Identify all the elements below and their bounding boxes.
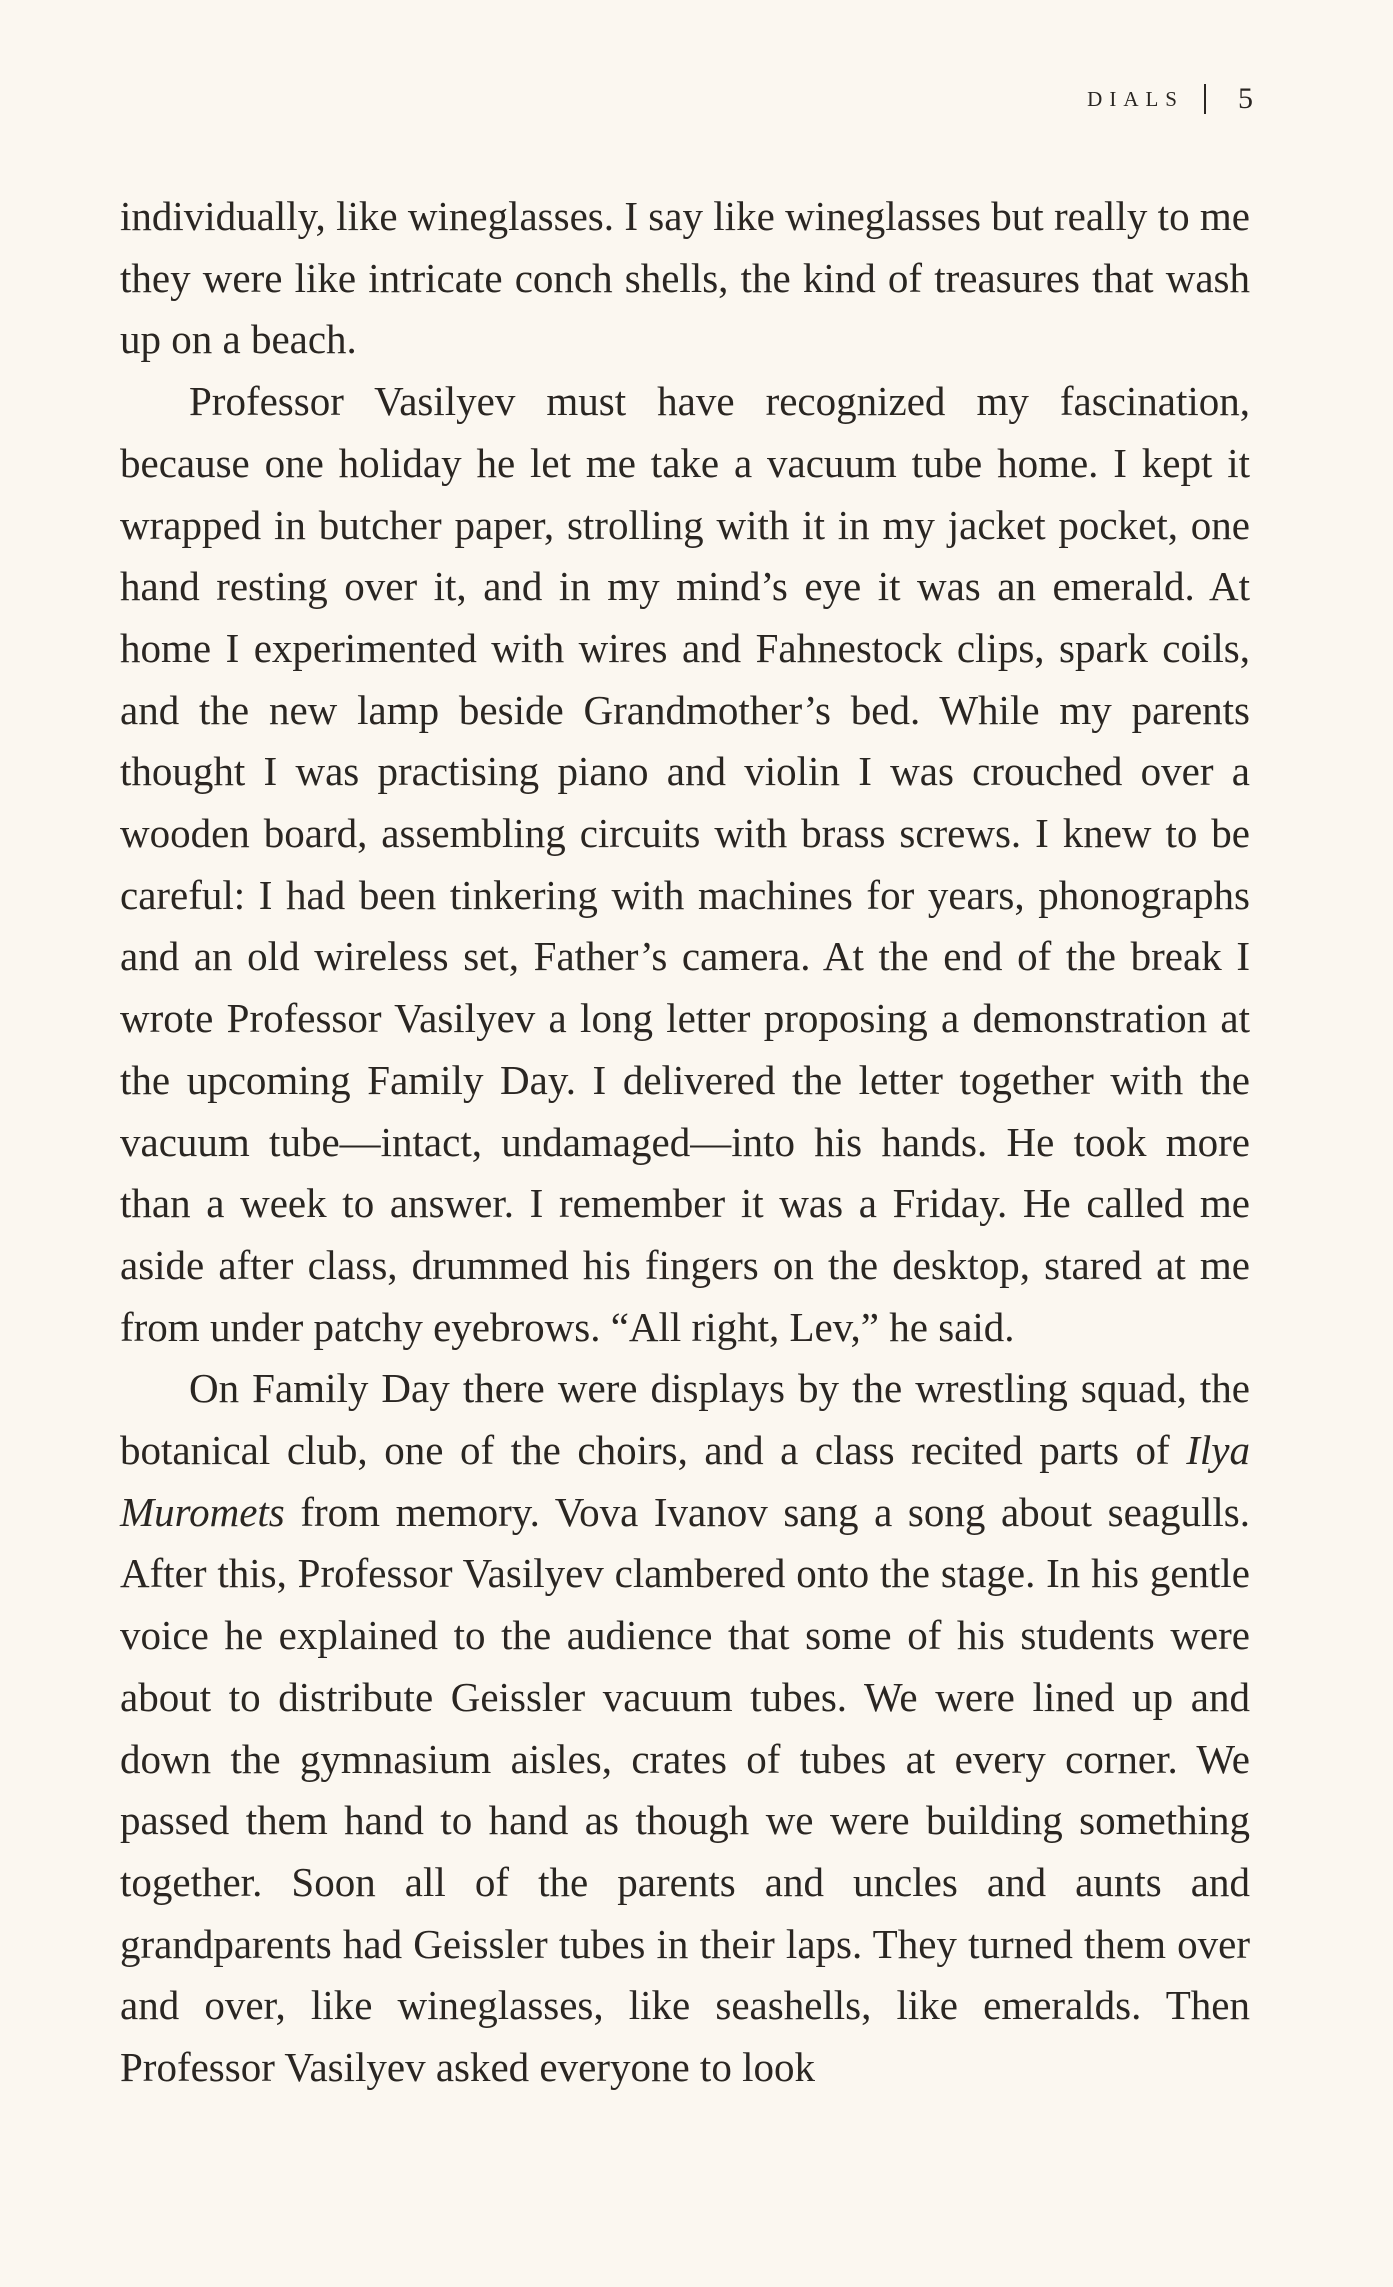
page-number: 5 [1238,82,1253,115]
running-head-title: DIALS [1087,86,1184,111]
paragraph-2: Professor Vasilyev must have recognized my fascination, because one holiday he let me take a vacuum tube home. I kept it wrapped in butcher paper, strolling with it in my jacket pocket, one hand resting over it, and in my mind’s eye it was an emerald. At home I experimented with wires and Fahnestock clips, spark coils, and the new lamp beside Grandmother’s bed. While my parents thought I was practising piano and violin I was crouched over a wooden board, assembling circuits with brass screws. I knew to be careful: I had been tinkering with machines for years, phonographs and an old wireless set, Father’s camera. At the end of the break I wrote Professor Vasilyev a long letter proposing a demonstration at the upcoming Family Day. I delivered the letter together with the vacuum tube—intact, undamaged—into his hands. He took more than a week to answer. I remember it was a Friday. He called me aside after class, drummed his fingers on the desktop, stared at me from under patchy eyebrows. “All right, Lev,” he said. [120,378,1250,1350]
paragraph-3-text-before: On Family Day there were displays by the wrestling squad, the botanical club, one of the choirs, and a class recited parts of [120,1365,1250,1474]
paragraph-1: individually, like wineglasses. I say like wineglasses but really to me they were like intricate conch shells, the kind of treasures that wash up on a beach. [120,193,1250,363]
italic-title: Ilya Muromets [120,1427,1250,1535]
running-head-separator [1204,84,1206,114]
running-head [1087,82,1253,116]
paragraph-3-text-after: from memory. Vova Ivanov sang a song about seagulls. After this, Professor Vasilyev clambered onto the stage. In his gentle voice he explained to the audience that some of his students were about to distribute Geissler vacuum tubes. We were lined up and down the gymnasium aisles, crates of tubes at every corner. We passed them hand to hand as though we were building something together. Soon all of the parents and uncles and aunts and grandparents had Geissler tubes in their laps. They turned them over and over, like wineglasses, like seashells, like emeralds. Then Professor Vasilyev asked everyone to look [120,1488,1250,2091]
body-text [120,186,1250,2099]
paragraph-3 [120,1358,1250,2098]
